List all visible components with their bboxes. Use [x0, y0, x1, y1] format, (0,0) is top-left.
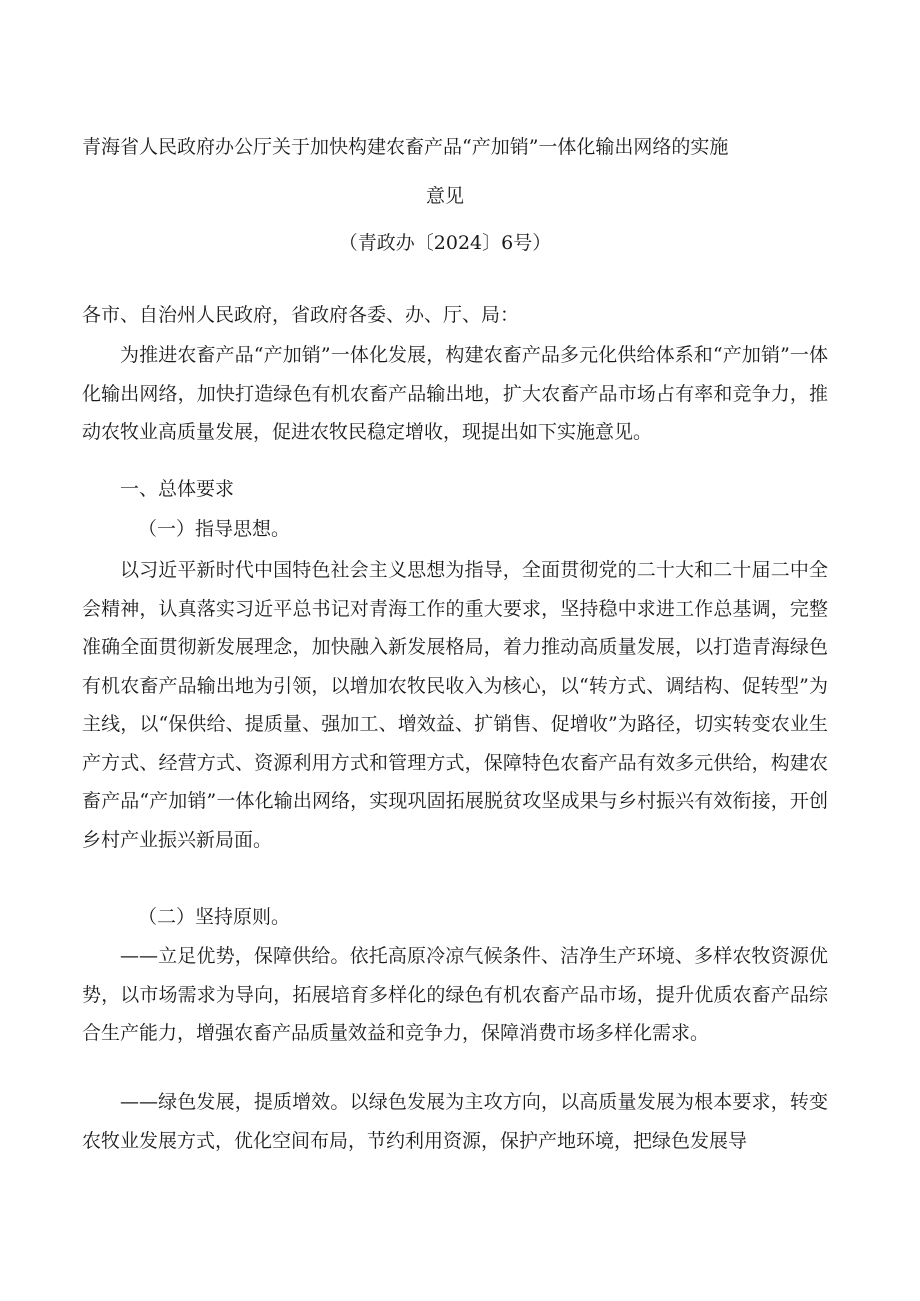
subsection-heading-guiding-thought: （一）指导思想。: [138, 518, 291, 540]
intro-paragraph: 为推进农畜产品“产加销”一体化发展，构建农畜产品多元化供给体系和“产加销”一体化输出网络，加快打造绿色有机农畜产品输出地，扩大农畜产品市场占有率和竞争力，推动农牧业高质量发展，促进农牧民稳定增收，现提出如下实施意见。: [82, 344, 828, 443]
addressee: 各市、自治州人民政府，省政府各委、办、厅、局：: [82, 304, 520, 326]
guiding-thought-paragraph: 以习近平新时代中国特色社会主义思想为指导，全面贯彻党的二十大和二十届二中全会精神，认真落实习近平总书记对青海工作的重大要求，坚持稳中求进工作总基调，完整准确全面贯彻新发展理念，加快融入新发展格局，着力推动高质量发展，以打造青海绿色有机农畜产品输出地为引领，以增加农牧民收入为核心，以“转方式、调结构、促转型”为主线，以“保供给、提质量、强加工、增效益、扩销售、促增收”为路径，切实转变农业生产方式、经营方式、资源利用方式和管理方式，保障特色农畜产品有效多元供给，构建农畜产品“产加销”一体化输出网络，实现巩固拓展脱贫攻坚成果与乡村振兴有效衔接，开创乡村产业振兴新局面。: [82, 559, 828, 851]
document-title-line2: 意见: [425, 185, 464, 207]
principle-paragraph-1: ——立足优势，保障供给。依托高原冷凉气候条件、洁净生产环境、多样农牧资源优势，以市场需求为导向，拓展培育多样化的绿色有机农畜产品市场，提升优质农畜产品综合生产能力，增强农畜产品质量效益和竞争力，保障消费市场多样化需求。: [82, 945, 828, 1044]
subsection-heading-principles: （二）坚持原则。: [138, 906, 291, 928]
document-number: （青政办〔2024〕6号）: [338, 232, 552, 254]
principle-paragraph-2: ——绿色发展，提质增效。以绿色发展为主攻方向，以高质量发展为根本要求，转变农牧业发展方式，优化空间布局，节约利用资源，保护产地环境，把绿色发展导: [82, 1091, 828, 1152]
document-title-line1: 青海省人民政府办公厅关于加快构建农畜产品“产加销”一体化输出网络的实施: [82, 136, 729, 158]
section-heading-general-requirements: 一、总体要求: [120, 478, 235, 500]
